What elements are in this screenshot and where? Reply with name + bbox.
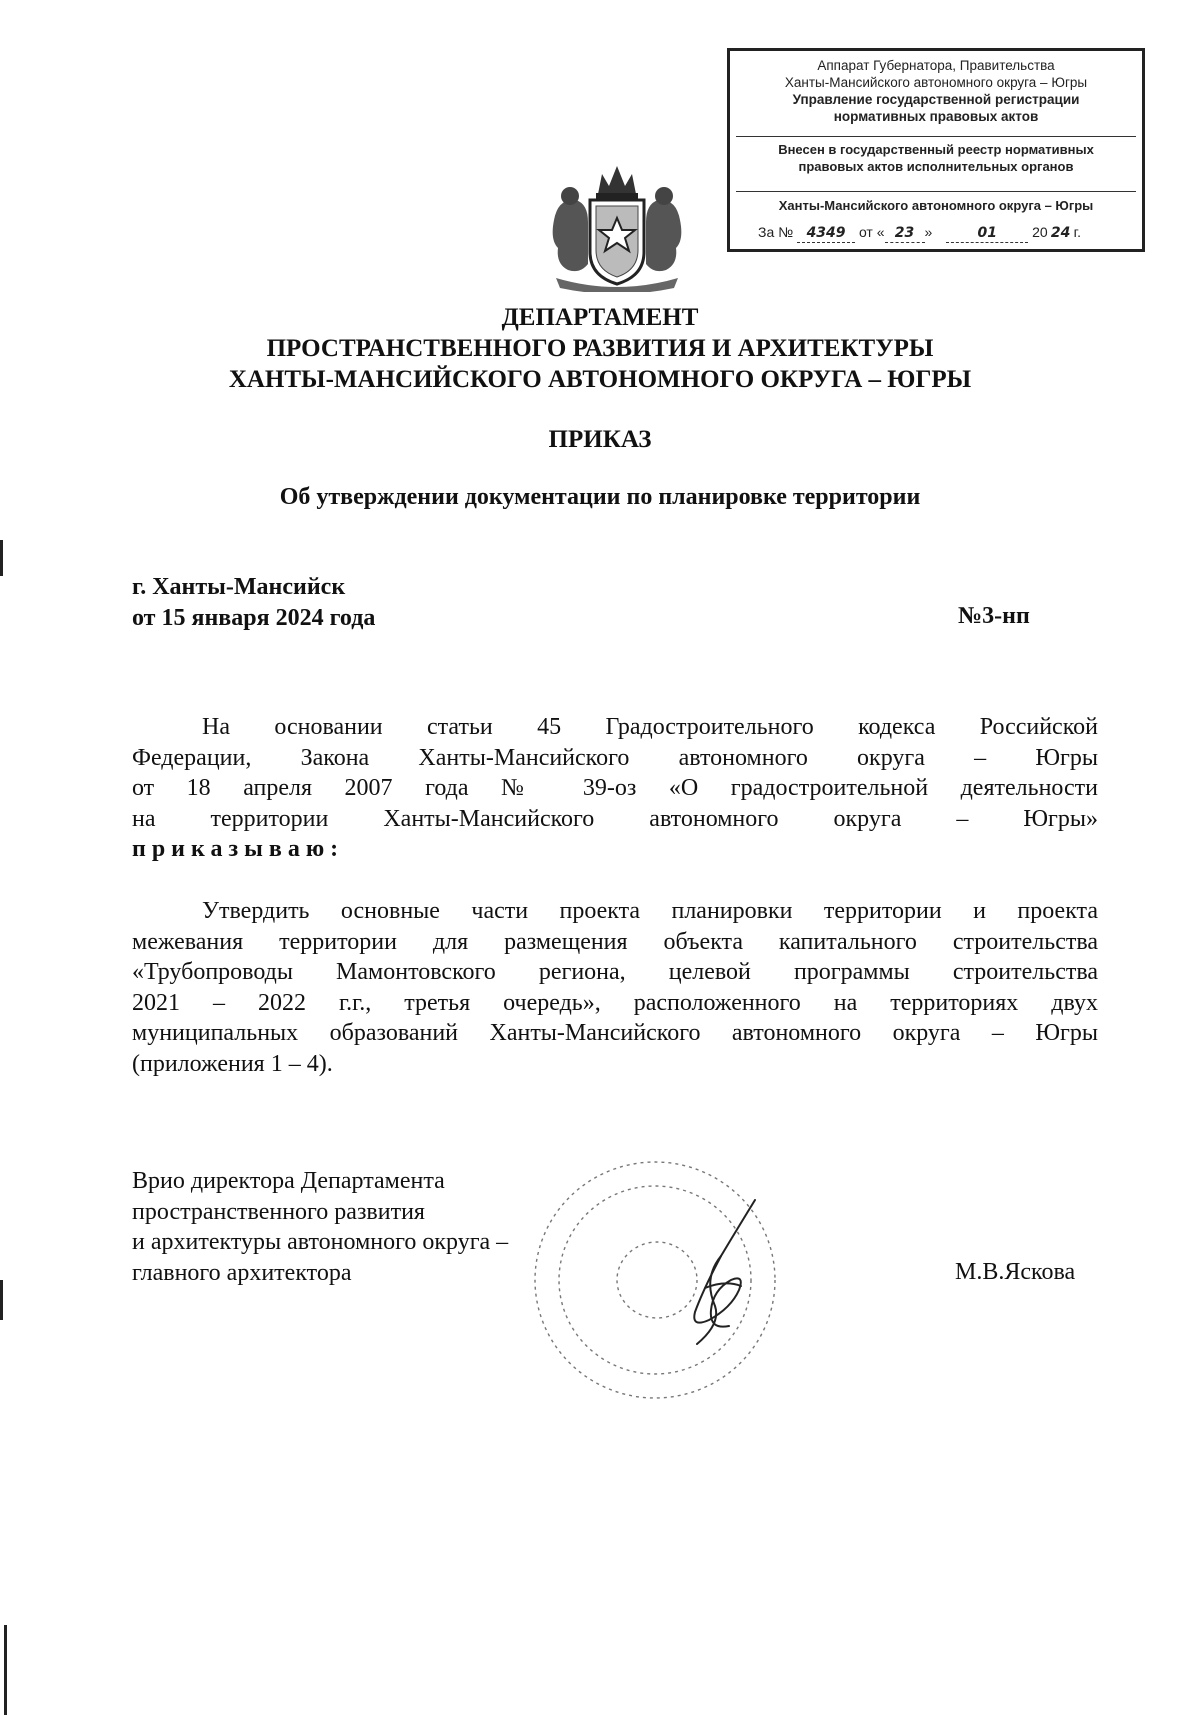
paragraph-line: от 18 апреля 2007 года № 39-оз «О градостроительной деятельности xyxy=(132,775,1098,801)
order-number: №3-нп xyxy=(958,603,1030,629)
scan-edge-mark xyxy=(0,1280,3,1320)
stamp-line: Управление государственной регистрации xyxy=(792,92,1080,107)
reg-month: 01 xyxy=(946,225,1028,243)
stamp-line: Внесен в государственный реестр нормативных xyxy=(778,142,1094,157)
preamble-paragraph xyxy=(132,712,1098,865)
official-seal-and-signature xyxy=(525,1130,825,1420)
stamp-divider xyxy=(736,191,1136,192)
paragraph-line: (приложения 1 – 4). xyxy=(132,1050,333,1077)
paragraph-line: 2021 – 2022 г.г., третья очередь», расположенного на территориях двух xyxy=(132,989,1098,1016)
registration-stamp xyxy=(727,48,1145,252)
reg-label: За № xyxy=(758,224,794,240)
signer-line: главного архитектора xyxy=(132,1259,352,1286)
reg-g: г. xyxy=(1073,224,1081,240)
department-header xyxy=(0,302,1200,395)
city: г. Ханты-Мансийск xyxy=(132,574,346,600)
header-line: ДЕПАРТАМЕНТ xyxy=(501,304,699,331)
paragraph-line: Федерации, Закона Ханты-Мансийского автономного округа – Югры xyxy=(132,744,1098,771)
paragraph-line: муниципальных образований Ханты-Мансийского автономного округа – Югры xyxy=(132,1020,1098,1046)
document-type: ПРИКАЗ xyxy=(548,426,652,453)
stamp-divider xyxy=(736,136,1136,137)
order-text-paragraph xyxy=(132,896,1098,1079)
stamp-line: правовых актов исполнительных органов xyxy=(798,159,1074,174)
stamp-register-note xyxy=(730,141,1142,175)
signer-name: М.В.Яскова xyxy=(955,1259,1076,1285)
place-date-block xyxy=(132,572,375,634)
header-line: ПРОСТРАНСТВЕННОГО РАЗВИТИЯ И АРХИТЕКТУРЫ xyxy=(266,335,934,362)
header-line: ХАНТЫ-МАНСИЙСКОГО АВТОНОМНОГО ОКРУГА – ЮГРЫ xyxy=(228,366,972,393)
signer-line: Врио директора Департамента xyxy=(132,1168,445,1194)
reg-year: 24 xyxy=(1050,225,1071,241)
stamp-line: Аппарат Губернатора, Правительства xyxy=(817,58,1055,73)
scan-edge-mark xyxy=(4,1625,7,1715)
paragraph-line: межевания территории для размещения объекта капитального строительства xyxy=(132,928,1098,955)
order-subject: Об утверждении документации по планировке территории xyxy=(279,484,921,510)
stamp-registration-line xyxy=(758,224,1132,243)
signer-position xyxy=(132,1166,508,1288)
stamp-line: Ханты-Мансийского автономного округа – Югры xyxy=(784,75,1088,90)
paragraph-line: Утвердить основные части проекта планировки территории и проекта xyxy=(202,898,1098,924)
reg-number: 4349 xyxy=(797,225,855,243)
scan-edge-mark xyxy=(0,540,3,576)
stamp-org: Ханты-Мансийского автономного округа – Югры xyxy=(778,198,1094,213)
coat-of-arms-emblem xyxy=(546,160,688,292)
reg-day: 23 xyxy=(885,225,925,243)
signer-line: пространственного развития xyxy=(132,1198,425,1225)
signer-line: и архитектуры автономного округа – xyxy=(132,1229,509,1255)
round-seal xyxy=(535,1162,775,1398)
reg-from: от « xyxy=(858,224,885,240)
stamp-header xyxy=(730,57,1142,125)
paragraph-line: «Трубопроводы Мамонтовского региона, целевой программы строительства xyxy=(132,959,1098,985)
paragraph-line: на территории Ханты-Мансийского автономного округа – Югры» xyxy=(132,805,1098,832)
reg-quote: » xyxy=(924,224,933,240)
reg-year-prefix: 20 xyxy=(1032,224,1048,240)
handwritten-signature xyxy=(694,1200,755,1344)
paragraph-line: На основании статьи 45 Градостроительного кодекса Российской xyxy=(202,714,1098,740)
stamp-line: нормативных правовых актов xyxy=(833,109,1039,124)
order-date: от 15 января 2024 года xyxy=(132,605,376,631)
orders-word: приказываю: xyxy=(132,836,345,862)
